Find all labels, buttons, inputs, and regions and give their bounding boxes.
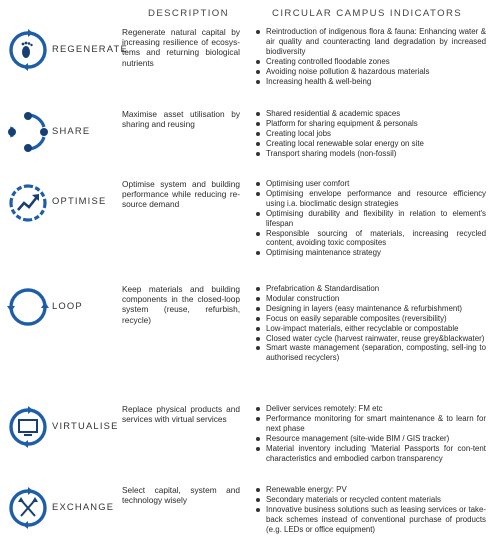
list-item: Modular construction [254, 294, 486, 304]
row-label: EXCHANGE [52, 501, 115, 512]
row-label: VIRTUALISE [52, 420, 119, 431]
header-description: DESCRIPTION [148, 8, 229, 19]
list-item: Optimising envelope performance and resource efficiency using i.a. bioclimatic design strategies [254, 189, 486, 209]
list-item: Avoiding noise pollution & hazardous materials [254, 67, 486, 77]
list-item: Creating local jobs [254, 129, 486, 139]
indicator-list [254, 27, 486, 86]
row-description: Maximise asset utilisation by sharing and reusing [122, 109, 240, 130]
indicator-list [254, 284, 486, 363]
list-item: Transport sharing models (non-fossil) [254, 149, 486, 159]
row-description: Optimise system and building performance while reducing re-source demand [122, 179, 240, 210]
header-indicators: CIRCULAR CAMPUS INDICATORS [272, 8, 463, 19]
indicator-list [254, 179, 486, 258]
list-item: Material inventory including 'Material Passports for con-tent characteristics and embodied carbon transparency [254, 444, 486, 464]
list-item: Smart waste management (separation, composting, sell-ing to authorised recyclers) [254, 343, 486, 363]
list-item: Deliver services remotely: FM etc [254, 404, 486, 414]
list-item: Performance monitoring for smart maintenance & to learn for next phase [254, 414, 486, 434]
monitor-cycle-icon [6, 405, 50, 449]
list-item: Low-impact materials, either recyclable or compostable [254, 324, 486, 334]
loop-cycle-icon [6, 285, 50, 329]
list-item: Focus on easily separable composites (reversibility) [254, 314, 486, 324]
list-item: Renewable energy: PV [254, 485, 486, 495]
list-item: Responsible sourcing of materials, increasing recycled content, avoiding toxic composites [254, 229, 486, 249]
list-item: Increasing health & well-being [254, 77, 486, 87]
list-item: Optimising maintenance strategy [254, 248, 486, 258]
list-item: Creating local renewable solar energy on site [254, 139, 486, 149]
list-item: Shared residential & academic spaces [254, 109, 486, 119]
indicator-list [254, 109, 486, 159]
row-description: Regenerate natural capital by increasing resilience of ecosys-tems and returning biological nutrients [122, 27, 240, 68]
list-item: Prefabrication & Standardisation [254, 284, 486, 294]
list-item: Creating controlled floodable zones [254, 57, 486, 67]
row-label: OPTIMISE [52, 195, 107, 206]
row-label: LOOP [52, 300, 83, 311]
trend-up-cycle-icon [6, 181, 50, 225]
list-item: Innovative business solutions such as leasing services or take-back schemes instead of conventional purchase of products (e.g. LEDs or office equipment) [254, 505, 486, 535]
row-description: Replace physical products and services with virtual services [122, 404, 240, 425]
list-item: Designing in layers (easy maintenance & refurbishment) [254, 304, 486, 314]
list-item: Optimising durability and flexibility in relation to element's lifespan [254, 209, 486, 229]
footprint-cycle-icon [6, 28, 50, 72]
row-description: Keep materials and building components in the closed-loop system (reuse, refurbish, recycle) [122, 284, 240, 325]
list-item: Resource management (site-wide BIM / GIS tracker) [254, 434, 486, 444]
exchange-arrows-icon [6, 486, 50, 530]
list-item: Closed water cycle (harvest rainwater, reuse grey&blackwater) [254, 334, 486, 344]
indicator-list [254, 485, 486, 535]
row-description: Select capital, system and technology wisely [122, 485, 240, 506]
list-item: Secondary materials or recycled content materials [254, 495, 486, 505]
list-item: Platform for sharing equipment & personals [254, 119, 486, 129]
people-share-icon [6, 110, 50, 154]
row-label: REGENERATE [52, 43, 128, 54]
list-item: Optimising user comfort [254, 179, 486, 189]
row-label: SHARE [52, 125, 91, 136]
list-item: Reintroduction of indigenous flora & fauna: Enhancing water & air quality and counteracting land degradation by increased biodiversity [254, 27, 486, 57]
indicator-list [254, 404, 486, 463]
